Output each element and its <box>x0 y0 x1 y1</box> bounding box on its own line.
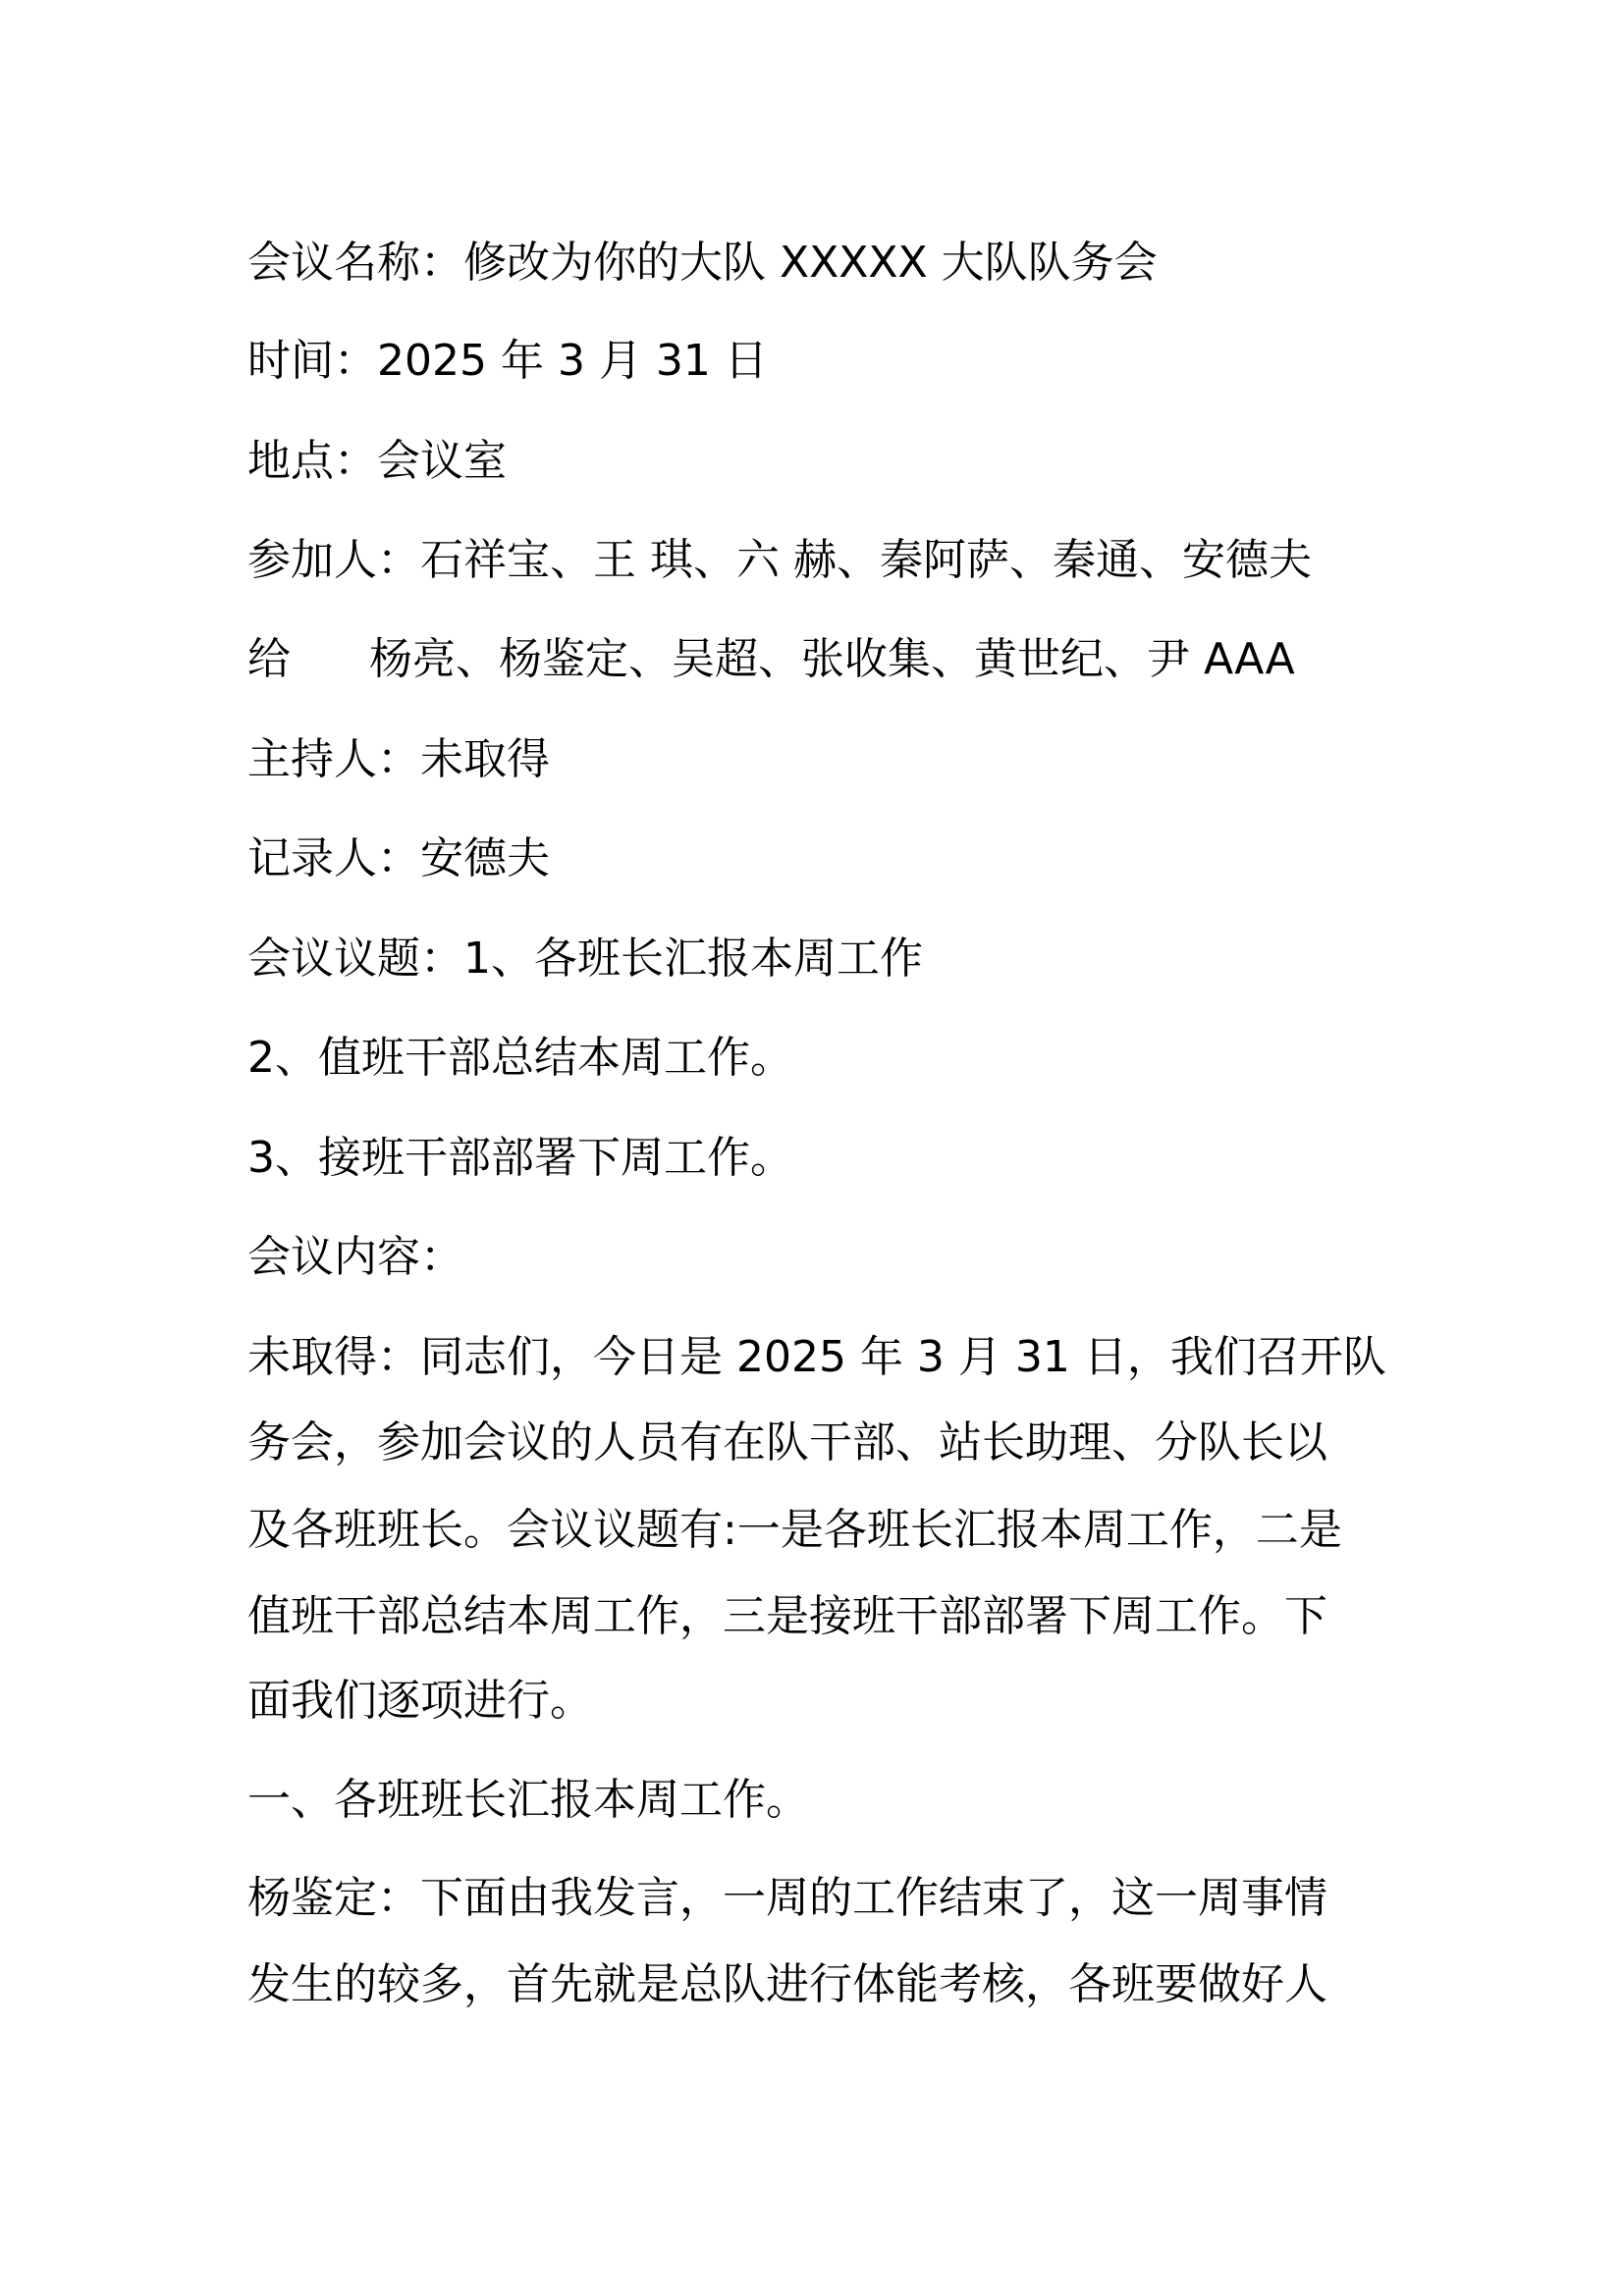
attendees-line-2 <box>247 630 1295 689</box>
section-heading: 一、各班班长汇报本周工作。 <box>247 1775 809 1825</box>
attendees-names: 杨亮、杨鉴定、吴超、张收集、黄世纪、尹 AAA <box>369 634 1295 684</box>
paragraph-line: 及各班班长。会议议题有:一是各班长汇报本周工作，二是 <box>247 1505 1342 1555</box>
paragraph-line: 发生的较多，首先就是总队进行体能考核，各班要做好人 <box>247 1959 1327 2009</box>
attendees-prefix: 给 <box>247 634 291 684</box>
attendees-line-1: 参加人：石祥宝、王 琪、六 赫、秦阿萨、秦通、安德夫 <box>247 535 1312 585</box>
meeting-name: 会议名称：修改为你的大队 XXXXX 大队队务会 <box>247 238 1158 288</box>
paragraph-line: 面我们逐项进行。 <box>247 1676 593 1726</box>
content-heading: 会议内容： <box>247 1232 463 1282</box>
meeting-location: 地点：会议室 <box>247 436 507 486</box>
paragraph-line: 杨鉴定：下面由我发言，一周的工作结束了，这一周事情 <box>247 1873 1327 1923</box>
agenda-item-1: 会议议题：1、各班长汇报本周工作 <box>247 934 923 984</box>
recorder: 记录人：安德夫 <box>247 833 550 883</box>
host: 主持人：未取得 <box>247 734 550 784</box>
paragraph-line: 未取得：同志们，今日是 2025 年 3 月 31 日，我们召开队 <box>247 1332 1386 1382</box>
meeting-time: 时间：2025 年 3 月 31 日 <box>247 336 768 386</box>
paragraph-line: 务会，参加会议的人员有在队干部、站长助理、分队长以 <box>247 1417 1327 1468</box>
agenda-item-3: 3、接班干部部署下周工作。 <box>247 1133 793 1183</box>
paragraph-line: 值班干部总结本周工作，三是接班干部部署下周工作。下 <box>247 1591 1327 1641</box>
agenda-item-2: 2、值班干部总结本周工作。 <box>247 1033 793 1083</box>
